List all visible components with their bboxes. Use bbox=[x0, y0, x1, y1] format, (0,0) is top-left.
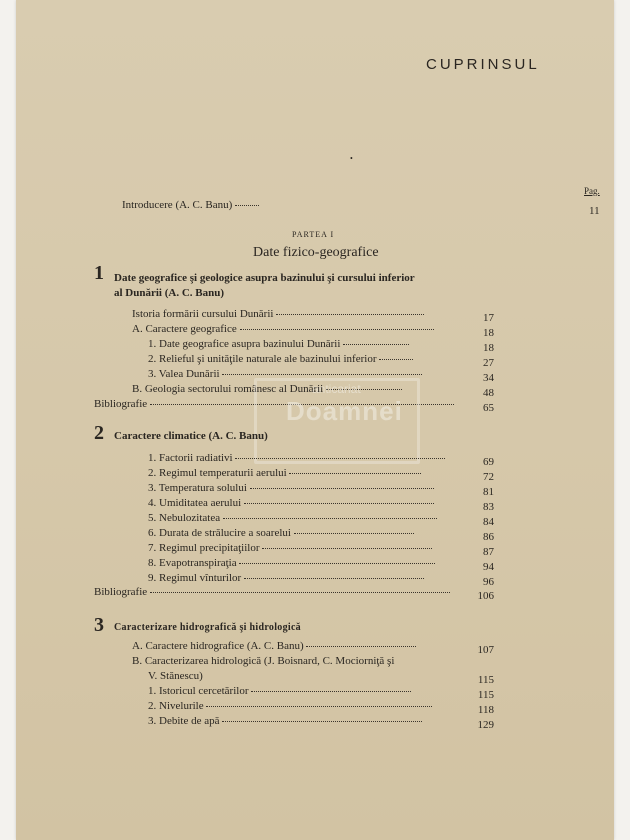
toc-entry: 1. Factorii radiativi bbox=[148, 452, 445, 464]
part-label: PARTEA I bbox=[292, 230, 335, 239]
toc-entry: B. Caracterizarea hidrologică (J. Boisnard, C. Mociorniţă şi bbox=[132, 655, 395, 667]
toc-entry: Istoria formării cursului Dunării bbox=[132, 308, 424, 320]
toc-page: 18 bbox=[483, 327, 494, 339]
toc-page: 96 bbox=[483, 576, 494, 588]
toc-entry: Bibliografie bbox=[94, 398, 454, 410]
chapter-title-cont: al Dunării (A. C. Banu) bbox=[114, 287, 225, 299]
toc-page: 83 bbox=[483, 501, 494, 513]
toc-entry: 7. Regimul precipitaţiilor bbox=[148, 542, 432, 554]
toc-entry: 9. Regimul vînturilor bbox=[148, 572, 424, 584]
chapter-number: 1 bbox=[94, 262, 104, 284]
toc-page: 86 bbox=[483, 531, 494, 543]
toc-entry: 1. Istoricul cercetărilor bbox=[148, 685, 411, 697]
toc-page: 84 bbox=[483, 516, 494, 528]
toc-entry: 5. Nebulozitatea bbox=[148, 512, 437, 524]
toc-entry: 3. Valea Dunării bbox=[148, 368, 422, 380]
toc-page: 115 bbox=[477, 689, 494, 701]
toc-page: 87 bbox=[483, 546, 494, 558]
toc-entry: 1. Date geografice asupra bazinului Dunării bbox=[148, 338, 409, 350]
toc-page: 129 bbox=[477, 719, 494, 731]
watermark-text: Doamnei bbox=[286, 396, 403, 426]
toc-entry: B. Geologia sectorului românesc al Dunării bbox=[132, 383, 402, 395]
page-column-label: Pag. bbox=[584, 186, 600, 196]
toc-entry: Bibliografie bbox=[94, 586, 450, 598]
page-title: CUPRINSUL bbox=[426, 56, 540, 73]
dot-leader bbox=[235, 205, 259, 206]
toc-page: 118 bbox=[477, 704, 494, 716]
book-page bbox=[16, 0, 614, 840]
toc-page: 69 bbox=[483, 456, 494, 468]
toc-entry: 2. Nivelurile bbox=[148, 700, 432, 712]
toc-page: 107 bbox=[477, 644, 494, 656]
toc-entry: V. Stănescu) bbox=[148, 670, 203, 682]
toc-entry: 2. Relieful şi unităţile naturale ale bazinului inferior bbox=[148, 353, 413, 365]
toc-page: 18 bbox=[483, 342, 494, 354]
toc-entry: A. Caractere hidrografice (A. C. Banu) bbox=[132, 640, 416, 652]
toc-intro-page: 11 bbox=[589, 205, 600, 217]
toc-entry: A. Caractere geografice bbox=[132, 323, 434, 335]
chapter-number: 2 bbox=[94, 422, 104, 444]
toc-page: 94 bbox=[483, 561, 494, 573]
toc-entry: 8. Evapotranspiraţia bbox=[148, 557, 435, 569]
toc-entry: 3. Debite de apă bbox=[148, 715, 422, 727]
toc-page: 81 bbox=[483, 486, 494, 498]
toc-page: 48 bbox=[483, 387, 494, 399]
toc-page: 115 bbox=[477, 674, 494, 686]
chapter-title: Caractere climatice (A. C. Banu) bbox=[114, 430, 268, 442]
ornament-dot: • bbox=[350, 154, 353, 163]
toc-intro-label bbox=[122, 199, 259, 211]
chapter-number: 3 bbox=[94, 614, 104, 636]
toc-entry: 2. Regimul temperaturii aerului bbox=[148, 467, 421, 479]
toc-page: 27 bbox=[483, 357, 494, 369]
toc-page: 106 bbox=[477, 590, 494, 602]
toc-entry: 4. Umiditatea aerului bbox=[148, 497, 434, 509]
part-title: Date fizico-geografice bbox=[253, 245, 379, 260]
toc-page: 17 bbox=[483, 312, 494, 324]
toc-page: 65 bbox=[483, 402, 494, 414]
watermark-text-small: anticariat bbox=[312, 382, 361, 396]
chapter-title: Caracterizare hidrografică şi hidrologică bbox=[114, 622, 301, 633]
toc-entry: 3. Temperatura solului bbox=[148, 482, 434, 494]
toc-page: 72 bbox=[483, 471, 494, 483]
toc-entry: 6. Durata de strălucire a soarelui bbox=[148, 527, 414, 539]
chapter-title: Date geografice şi geologice asupra bazinului şi cursului inferior bbox=[114, 272, 415, 284]
toc-intro-text: Introducere (A. C. Banu) bbox=[122, 199, 233, 211]
toc-page: 34 bbox=[483, 372, 494, 384]
